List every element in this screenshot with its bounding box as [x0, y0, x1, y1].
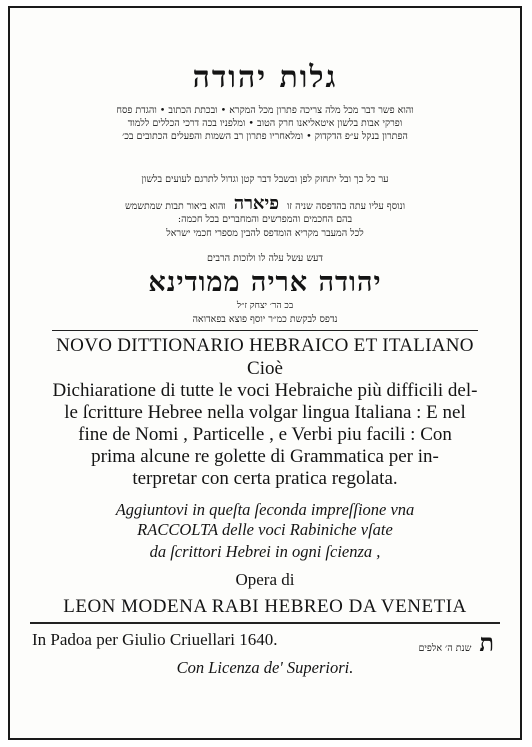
hebrew-addition-word: פיארה [233, 193, 279, 214]
italian-body-line-5: terpretar con certa pratica regolata. [132, 468, 398, 489]
divider-rule [52, 330, 478, 331]
hebrew-intro-line-3: הפתרון בנקל ע״פ הדקדוק • ומלאחריו פתרון רב השמות והפעלים הכתובים בכ׳ [122, 131, 408, 142]
imprint-rule [30, 622, 500, 624]
hebrew-author-name: יהודה אריה ממודינא [148, 267, 382, 298]
italian-opera-di: Opera di [235, 570, 295, 589]
italian-author: LEON MODENA RABI HEBREO DA VENETIA [63, 596, 467, 617]
hebrew-mid-line-1: ער כל כך ובל יתחזק לפן ובשבל דבר קטן וגדול לתרגם לעועים בלשון [141, 174, 389, 185]
italian-body-line-1: Dichiaratione di tutte le voci Hebraiche più difficili del- [52, 380, 478, 401]
italian-imprint: In Padoa per Giulio Criuellari 1640. [32, 630, 278, 649]
hebrew-mid-line-5: דעש עשל עלה לו ולזכות הרבים [207, 253, 323, 264]
italian-addition-line-1: Aggiuntovi in queſta ſeconda impreſſione vna [115, 500, 415, 519]
italian-body-line-3: fine de Nomi , Particelle , e Verbi piu facili : Con [78, 424, 452, 445]
hebrew-author-subline: בכ הר׳ יצחק ז״ל [236, 301, 294, 311]
hebrew-addition-right: והוא ביאור תבות שמתשמש [124, 201, 226, 212]
italian-title: NOVO DITTIONARIO HEBRAICO ET ITALIANO [56, 335, 474, 356]
hebrew-year-letter: ת [479, 628, 494, 657]
italian-addition-line-2: RACCOLTA delle voci Rabiniche vſate [137, 520, 393, 539]
italian-addition-line-3: da ſcrittori Hebrei in ogni ſcienza , [149, 542, 381, 561]
italian-body-line-4: prima alcune re golette di Grammatica per in- [91, 446, 439, 467]
title-page [8, 6, 522, 740]
hebrew-mid-line-4: לכל המעבר מקריא הומדפס להבין מספרי חכמי ישראל [166, 228, 364, 239]
hebrew-mid-line-3: בהם החכמים והמפרשים והמחברים בכל חכמה: [177, 214, 353, 225]
hebrew-printer-line: נדפס לבקשת כמ״ר יוסף פוצא בפאדואה [192, 314, 338, 325]
italian-body-line-2: le ſcritture Hebree nella volgar lingua Italiana : E nel [64, 402, 466, 423]
hebrew-title: גלות יהודה [192, 60, 338, 95]
hebrew-year-label: שנת ה׳ אלפים [418, 643, 472, 654]
hebrew-year [419, 628, 495, 658]
hebrew-intro-line-1: והוא פשר דבר מכל מלה צריכה פתרון מכל המקרא • ובכתת הכתוב • והגדת פסח [116, 105, 414, 116]
italian-cioe: Cioè [247, 358, 283, 379]
hebrew-addition-left: ונוסף עליו עתה בהדפסה שניה זו [287, 201, 406, 212]
italian-license: Con Licenza de' Superiori. [176, 658, 354, 677]
hebrew-intro-line-2: ופרקי אבות בלשון איטאליאנו חרק הטוב • ומלפניו בכה דרכי הכללים ללמוד [127, 118, 403, 129]
hebrew-addition-line [10, 193, 520, 214]
